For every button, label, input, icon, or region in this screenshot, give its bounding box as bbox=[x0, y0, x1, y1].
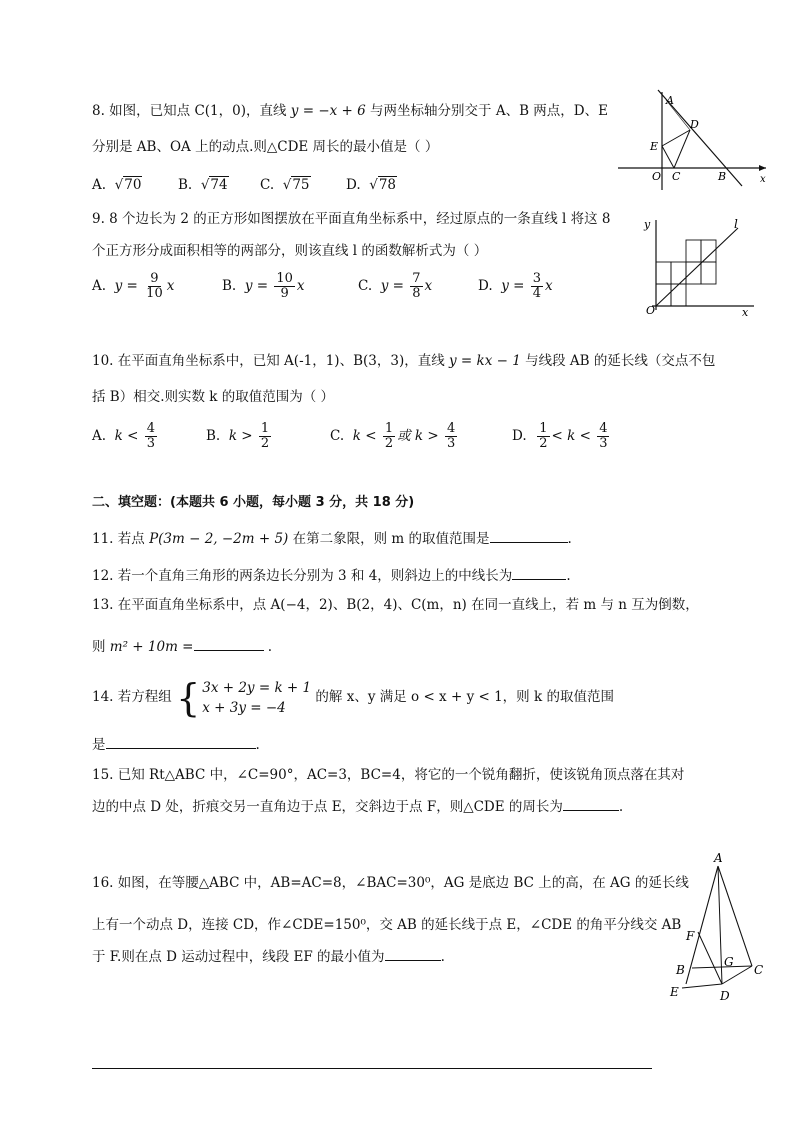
fraction: $\frac{1}{2}$ bbox=[539, 421, 548, 451]
q9-square bbox=[701, 262, 716, 284]
q14-line1: 14. 若方程组 { 3x + 2y = k + 1 x + 3y = −4 的解 x、y 满足 o < x + y < 1，则 k 的取值范围 bbox=[92, 675, 614, 720]
q10-line-equation: y = kx − 1 bbox=[449, 353, 521, 369]
q15-line1: 15. 已知 Rt△ABC 中，∠C=90°，AC=3，BC=4，将它的一个锐角翻折，使该锐角顶点落在其对 bbox=[92, 767, 685, 783]
fraction: $\frac{4}{3}$ bbox=[446, 421, 456, 451]
q9-figure bbox=[640, 214, 758, 318]
fraction: $\frac{3}{4}$ bbox=[532, 271, 542, 301]
q10-option-b: B. k > $\frac{1}{2}$ bbox=[206, 421, 270, 451]
q14-line2: 是 . bbox=[92, 734, 260, 754]
q8-label-a: A bbox=[666, 94, 674, 107]
q13-line2: 则 m² + 10m = . bbox=[92, 636, 272, 656]
q9-option-b: B. y = $\frac{10}{9}$ x bbox=[222, 271, 305, 301]
fraction: $\frac{4}{3}$ bbox=[599, 421, 608, 451]
q14-answer-blank[interactable] bbox=[106, 734, 256, 749]
q8-option-a: A. √70 bbox=[92, 177, 142, 193]
fraction: $\frac{1}{2}$ bbox=[260, 421, 270, 451]
sqrt-symbol: √74 bbox=[200, 177, 228, 193]
q13-expression: m² + 10m bbox=[109, 639, 178, 655]
q8-option-b: B. √74 bbox=[178, 177, 228, 193]
q9-square bbox=[671, 284, 686, 306]
q8-stem-text: 8. 如图，已知点 C(1，0)，直线 bbox=[92, 103, 291, 119]
left-brace: { bbox=[176, 675, 201, 720]
q8-x-arrow bbox=[759, 165, 766, 171]
q9-option-d: D. y = $\frac{3}{4}$ x bbox=[478, 271, 553, 301]
q10-stem-line2: 括 B）相交.则实数 k 的取值范围为（ ） bbox=[92, 389, 335, 405]
q10-option-a: A. k < $\frac{4}{3}$ bbox=[92, 421, 156, 451]
q8-label-e: E bbox=[650, 140, 659, 153]
q16-line3: 于 F.则在点 D 运动过程中，线段 EF 的最小值为 . bbox=[92, 946, 445, 966]
q9-square bbox=[671, 262, 686, 284]
q16-segment-fd bbox=[698, 932, 722, 984]
q16-label-c: C bbox=[754, 963, 764, 977]
sqrt-symbol: √75 bbox=[282, 177, 310, 193]
q9-label-x: x bbox=[742, 306, 749, 318]
q16-label-b: B bbox=[676, 963, 685, 977]
fraction: $\frac{9}{10}$ bbox=[146, 271, 163, 301]
q13-answer-blank[interactable] bbox=[194, 636, 264, 651]
fraction: $\frac{1}{2}$ bbox=[384, 421, 394, 451]
fraction: $\frac{4}{3}$ bbox=[146, 421, 156, 451]
q8-segment-ce bbox=[662, 146, 674, 168]
q16-segment-ad bbox=[718, 866, 722, 984]
q16-label-e: E bbox=[670, 985, 679, 999]
q8-option-c: C. √75 bbox=[260, 177, 310, 193]
q8-line-equation: y = −x + 6 bbox=[290, 103, 366, 119]
q16-line2: 上有一个动点 D，连接 CD，作∠CDE=150⁰，交 AB 的延长线于点 E，∠CDE 的角平分线交 AB bbox=[92, 917, 682, 933]
q16-line1: 16. 如图，在等腰△ABC 中，AB=AC=8，∠BAC=30⁰，AG 是底边 BC 上的高，在 AG 的延长线 bbox=[92, 875, 689, 891]
q9-option-c: C. y = $\frac{7}{8}$ x bbox=[358, 271, 433, 301]
fraction: $\frac{7}{8}$ bbox=[412, 271, 421, 301]
q16-segment-ac bbox=[718, 866, 752, 966]
q11-line: 11. 若点 P(3m − 2, −2m + 5) 在第二象限，则 m 的取值范围是 . bbox=[92, 528, 572, 548]
fraction: $\frac{10}{9}$ bbox=[276, 271, 293, 301]
q16-segment-bc bbox=[692, 966, 752, 968]
q14-equation-2: x + 3y = −4 bbox=[202, 699, 286, 716]
q16-label-g: G bbox=[724, 955, 734, 969]
q16-label-f: F bbox=[686, 929, 695, 943]
q8-label-c: C bbox=[672, 170, 681, 183]
sqrt-symbol: √78 bbox=[369, 177, 397, 193]
sqrt-symbol: √70 bbox=[114, 177, 142, 193]
q9-label-y: y bbox=[644, 218, 651, 231]
q9-label-l: l bbox=[734, 217, 738, 231]
q14-equation-1: 3x + 2y = k + 1 bbox=[202, 679, 312, 696]
q13-line1: 13. 在平面直角坐标系中，点 A(−4，2)、B(2，4)、C(m，n) 在同一直线上，若 m 与 n 互为倒数， bbox=[92, 597, 699, 613]
q9-square bbox=[656, 284, 671, 306]
q9-stem-line1: 9. 8 个边长为 2 的正方形如图摆放在平面直角坐标系中，经过原点的一条直线 l 将这 8 bbox=[92, 211, 611, 227]
q8-segment-ed bbox=[662, 130, 690, 146]
q8-label-o: O bbox=[652, 170, 662, 183]
q15-line2: 边的中点 D 处，折痕交另一直角边于点 E，交斜边于点 F，则△CDE 的周长为 . bbox=[92, 796, 623, 816]
section-title-fill-in: 二、填空题：(本题共 6 小题，每小题 3 分，共 18 分) bbox=[92, 495, 415, 510]
q16-segment-ab bbox=[686, 866, 718, 984]
q8-label-b: B bbox=[718, 170, 727, 183]
q9-square-grid bbox=[656, 240, 716, 306]
q8-figure bbox=[618, 86, 770, 192]
q14-equation-system bbox=[176, 675, 312, 720]
q9-label-o: O bbox=[646, 304, 656, 317]
q10-option-c: C. k < $\frac{1}{2}$ 或 k > $\frac{4}{3}$ bbox=[330, 421, 456, 451]
q9-stem-line2: 个正方形分成面积相等的两部分，则该直线 l 的函数解析式为（ ） bbox=[92, 243, 488, 259]
q10-option-d: D. $\frac{1}{2}$ < k < $\frac{4}{3}$ bbox=[512, 421, 608, 451]
q16-label-d: D bbox=[720, 989, 730, 1003]
q8-stem-line1 bbox=[92, 102, 608, 120]
q11-point-expression: P(3m − 2, −2m + 5) bbox=[149, 531, 289, 547]
q12-answer-blank[interactable] bbox=[512, 565, 566, 580]
q16-figure bbox=[668, 848, 768, 1008]
q15-answer-blank[interactable] bbox=[563, 796, 619, 811]
q16-label-a: A bbox=[714, 851, 723, 865]
q8-label-x: x bbox=[760, 174, 766, 185]
q9-option-a: A. y = $\frac{9}{10}$ x bbox=[92, 271, 175, 301]
q9-square bbox=[686, 240, 701, 262]
q8-segment-cd bbox=[674, 130, 690, 168]
q16-answer-blank[interactable] bbox=[385, 946, 441, 961]
q11-answer-blank[interactable] bbox=[490, 528, 568, 543]
footer-divider bbox=[92, 1068, 652, 1069]
q16-segment-ed bbox=[682, 984, 722, 988]
q10-stem-line1: 10. 在平面直角坐标系中，已知 A(-1，1)、B(3，3)，直线 y = kx − 1 与线段 AB 的延长线（交点不包 bbox=[92, 353, 716, 369]
q12-line: 12. 若一个直角三角形的两条边长分别为 3 和 4，则斜边上的中线长为 . bbox=[92, 565, 571, 585]
q9-square bbox=[656, 262, 671, 284]
q8-stem-text-end: 与两坐标轴分别交于 A、B 两点，D、E bbox=[365, 103, 608, 119]
q8-label-d: D bbox=[690, 118, 699, 131]
q8-option-d: D. √78 bbox=[346, 177, 397, 193]
q8-stem-line2: 分别是 AB、OA 上的动点.则△CDE 周长的最小值是（ ） bbox=[92, 139, 439, 155]
